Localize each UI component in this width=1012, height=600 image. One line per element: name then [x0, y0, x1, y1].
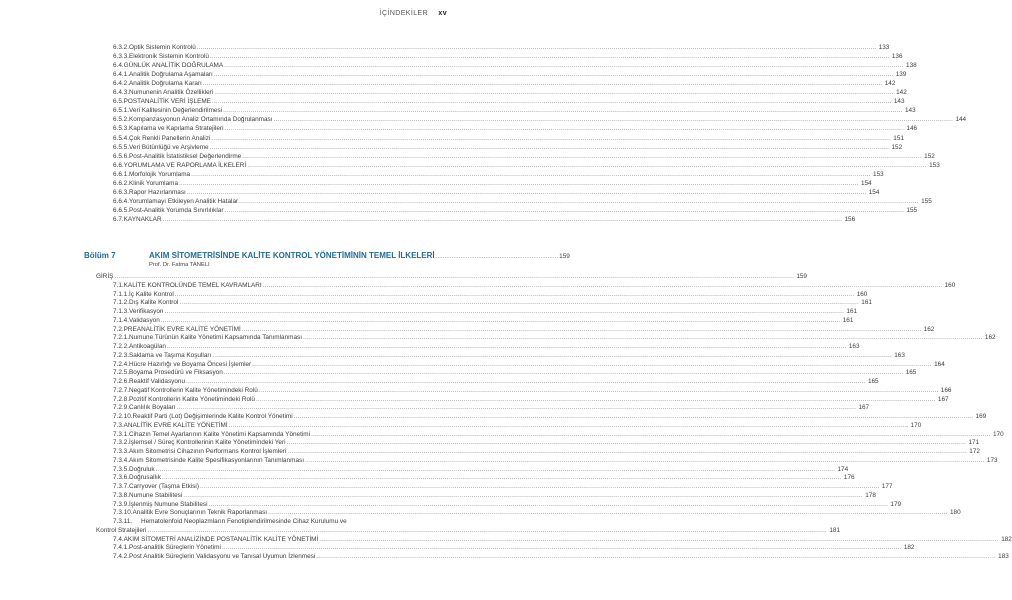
toc-entry-page: 155	[921, 197, 932, 205]
toc-entry-number: 7.2.9.	[113, 404, 129, 412]
toc-entry-label: ANALİTİK EVRE KALİTE YÖNETİMİ	[123, 421, 228, 429]
toc-entry-page: 156	[844, 215, 856, 223]
leader-dots	[211, 135, 891, 143]
toc-entry-label: Canlılık Boyaları	[129, 404, 176, 412]
leader-dots	[256, 396, 936, 404]
leader-dots	[287, 439, 967, 447]
toc-entry[interactable]	[113, 179, 872, 188]
toc-entry[interactable]	[113, 544, 915, 552]
toc-entry-page: 146	[906, 125, 918, 133]
toc-entry-label: Numune Türünün Kalite Yönetimi Kapsamında Tanımlanması	[129, 334, 302, 342]
toc-entry-page: 144	[955, 116, 967, 124]
leader-dots	[224, 369, 904, 377]
toc-entry-number: 7.3.6.	[113, 474, 129, 482]
toc-entry[interactable]	[113, 80, 896, 88]
toc-entry-label: YORUMLAMA VE RAPORLAMA İLKELERİ	[123, 161, 247, 169]
toc-entry[interactable]	[113, 421, 922, 430]
toc-entry[interactable]	[113, 448, 980, 456]
leader-dots	[222, 544, 902, 552]
toc-entry[interactable]	[113, 89, 907, 97]
toc-entry-number: 6.5.1.	[113, 107, 129, 115]
toc-entry[interactable]	[113, 404, 870, 412]
toc-entry[interactable]	[113, 378, 879, 386]
leader-dots	[156, 466, 836, 474]
toc-entry[interactable]	[113, 500, 902, 509]
toc-entry-label: Klinik Yorumlama	[129, 179, 179, 187]
toc-entry-label: GÜNLÜK ANALİTİK DOĞRULAMA	[123, 62, 224, 70]
toc-entry-label: Veri Bütünlüğü ve Arşivleme	[129, 143, 209, 151]
toc-entry-page: 152	[924, 152, 935, 160]
toc-entry[interactable]	[113, 334, 996, 342]
toc-entry-label: Post-Analitik Yorumda Sınırlılıklar	[129, 206, 224, 214]
toc-entry-number: 7.3.8.	[113, 491, 129, 499]
toc-entry-number: 7.4.2.	[113, 553, 129, 560]
toc-entry[interactable]	[113, 343, 860, 351]
toc-entry-page: 154	[868, 188, 880, 196]
toc-entry-label: Yorumlamayı Etkileyen Analitik Hatalar	[129, 197, 239, 205]
toc-entry[interactable]	[113, 44, 890, 52]
toc-entry-number: 6.5.4.	[113, 134, 129, 142]
toc-entry-label: POSTANALİTİK VERİ İŞLEME	[123, 98, 211, 106]
toc-entry-page: 160	[856, 290, 868, 298]
toc-entry-number: 6.5.6.	[113, 152, 129, 160]
leader-dots	[224, 125, 904, 133]
toc-entry-page: 173	[986, 456, 998, 464]
toc-entry[interactable]	[113, 316, 854, 325]
leader-dots	[114, 273, 794, 281]
toc-entry-number: 6.6.4.	[113, 197, 129, 205]
toc-entry[interactable]	[113, 395, 949, 404]
leader-dots	[210, 144, 890, 152]
toc-entry-label: Analitik Doğrulama Kararı	[129, 80, 202, 88]
toc-entry-page: 163	[894, 351, 905, 359]
toc-entry-label: Pozitif Kontrollerin Kalite Yönetimindeki Rolü	[129, 395, 255, 403]
toc-entry-number: 6.7.	[113, 215, 124, 223]
toc-entry-label: Carryover (Taşma Etkisi)	[129, 483, 199, 490]
toc-entry[interactable]	[113, 430, 1004, 439]
toc-entry-page: 153	[873, 170, 884, 178]
toc-entry[interactable]	[113, 465, 849, 474]
toc-entry-page: 180	[949, 509, 961, 517]
toc-entry[interactable]	[113, 98, 905, 106]
toc-entry-number: 7.1.3.	[113, 308, 129, 315]
toc-entry-label: Kontrol Stratejileri	[96, 526, 147, 534]
toc-entry-number: 6.5.2.	[113, 116, 129, 124]
toc-entry-label: Numune Stabilitesi	[129, 491, 183, 499]
toc-entry-label: Post Analitik Süreçlerin Validasyonu ve Tanısal Uyumun İzlenmesi	[129, 553, 316, 560]
toc-entry-number: 6.4.	[113, 62, 124, 70]
toc-entry-page: 165	[867, 378, 879, 385]
toc-entry-label: Validasyon	[129, 316, 160, 324]
chapter-title: AKIM SİTOMETRİSİNDE KALİTE KONTROL YÖNETİMİNİN TEMEL İLKELERİ	[149, 251, 435, 260]
toc-entry[interactable]	[113, 161, 940, 170]
toc-entry-number: 6.6.1.	[113, 170, 129, 178]
toc-entry-page: 151	[893, 134, 904, 142]
toc-entry[interactable]	[113, 535, 1012, 544]
leader-dots	[209, 501, 889, 509]
toc-entry[interactable]	[113, 71, 907, 79]
toc-entry-label: Post-Analitik İstatistiksel Değerlendirme	[129, 152, 242, 160]
leader-dots	[164, 308, 844, 316]
leader-dots	[167, 343, 847, 351]
leader-dots	[247, 162, 927, 170]
toc-entry-label: Çok Renkli Panellerin Analizi	[129, 134, 211, 142]
leader-dots	[203, 80, 883, 88]
leader-dots	[162, 474, 842, 482]
toc-entry[interactable]	[113, 188, 880, 197]
toc-entry-page: 174	[837, 465, 849, 473]
toc-entry[interactable]	[113, 197, 932, 206]
toc-entry[interactable]	[113, 439, 980, 447]
toc-entry-number: 6.3.3.	[113, 53, 129, 61]
toc-entry-number: 6.3.2.	[113, 44, 129, 51]
toc-entry-page: 169	[975, 413, 987, 420]
toc-entry[interactable]	[113, 509, 961, 517]
toc-entry-page: 162	[984, 334, 996, 342]
leader-dots	[303, 334, 983, 342]
leader-dots	[242, 326, 922, 334]
toc-entry-number: 6.6.5.	[113, 206, 129, 214]
toc-entry-number: 6.5.	[113, 98, 124, 106]
toc-entry-page: 176	[843, 474, 855, 482]
toc-entry[interactable]	[113, 308, 858, 316]
toc-entry-page: 143	[904, 107, 916, 115]
toc-entry-label: Morfolojik Yorumlama	[129, 170, 191, 178]
chapter-author: Prof. Dr. Fatma TANELI	[149, 262, 210, 268]
leader-dots	[316, 553, 996, 561]
leader-dots	[259, 387, 939, 395]
toc-entry[interactable]	[113, 206, 918, 215]
leader-dots	[319, 536, 999, 544]
toc-entry-page: 142	[884, 80, 896, 88]
toc-entry-number: 6.5.5.	[113, 143, 129, 151]
toc-entry-number: 7.1.1.	[113, 290, 129, 298]
leader-dots	[186, 378, 866, 386]
leader-dots	[287, 448, 967, 456]
leader-dots	[187, 189, 867, 197]
toc-entry-page: 172	[969, 448, 980, 455]
toc-entry-page: 162	[923, 325, 935, 333]
toc-entry-number: 7.3.1.	[113, 430, 129, 438]
toc-entry[interactable]	[113, 281, 956, 290]
chapter-page: 159	[559, 253, 570, 260]
toc-entry-label: Akım Sitometrisinde Kalite Spesifikasyonlarının Tanımlanması	[129, 456, 304, 464]
toc-entry-label: Reaktif Parti (Lot) Değişimlerinde Kalite Kontrol Yönetimi	[132, 413, 293, 420]
leader-dots	[214, 71, 894, 79]
leader-dots	[263, 282, 943, 290]
toc-entry-page: 138	[906, 62, 917, 70]
toc-entry-number: 7.2.6.	[113, 378, 129, 385]
toc-entry[interactable]	[113, 290, 868, 299]
toc-entry-page: 153	[929, 161, 940, 169]
toc-entry[interactable]	[96, 273, 807, 281]
toc-entry-number: 7.3.9.	[113, 500, 129, 508]
toc-entry[interactable]	[113, 518, 454, 526]
leader-dots	[274, 116, 954, 124]
toc-entry-number: 7.2.1.	[113, 334, 129, 342]
toc-entry-page: 171	[968, 439, 980, 447]
toc-entry-label: Akım Sitometrisi Cihazının Performans Kontrol İşlemleri	[129, 448, 287, 455]
toc-entry-page: 170	[992, 430, 1004, 438]
toc-entry-label: Post-analitik Süreçlerin Yönetimi	[129, 544, 221, 552]
toc-entry[interactable]	[113, 553, 1009, 561]
toc-entry-page: 143	[893, 98, 905, 106]
toc-entry-page: 152	[891, 143, 903, 151]
leader-dots	[252, 361, 932, 369]
toc-entry[interactable]	[113, 474, 855, 482]
toc-entry[interactable]	[113, 170, 884, 179]
toc-entry-page: 165	[905, 369, 917, 377]
toc-entry-label: Veri Kalitesinin Değerlendirilmesi	[129, 107, 223, 115]
toc-entry-label: PREANALİTİK EVRE KALİTE YÖNETİMİ	[123, 325, 241, 333]
toc-entry-label: Rapor Hazırlanması	[129, 188, 186, 196]
running-header	[380, 10, 447, 17]
toc-entry-number: 7.2.2.	[113, 343, 129, 350]
toc-entry-number: 7.2.10.	[113, 413, 133, 420]
toc-entry-label: AKIM SİTOMETRİ ANALİZİNDE POSTANALİTİK KALİTE YÖNETİMİ	[123, 535, 319, 543]
toc-entry-page: 139	[895, 71, 907, 79]
toc-entry-number: 7.4.1.	[113, 544, 129, 552]
toc-entry-label: Cihazın Temel Ayarlarının Kalite Yönetimi Kapsamında Yönetimi	[129, 430, 311, 438]
toc-entry[interactable]	[113, 152, 935, 161]
toc-entry-label: Verifikasyon	[129, 308, 164, 315]
toc-entry-page: 161	[842, 316, 854, 324]
toc-entry-number: 7.2.5.	[113, 369, 129, 377]
leader-dots	[294, 413, 974, 421]
toc-entry-number: 6.4.3.	[113, 89, 129, 97]
toc-entry-number: 6.6.2.	[113, 179, 129, 187]
toc-entry[interactable]	[113, 53, 903, 61]
chapter-title-line	[149, 251, 570, 260]
toc-entry-page: 159	[796, 273, 807, 280]
leader-dots	[175, 291, 855, 299]
toc-entry-page: 161	[846, 308, 858, 315]
toc-entry-page: 170	[910, 421, 922, 429]
leader-dots	[179, 180, 859, 188]
toc-entry-label: Doğruluk	[129, 465, 155, 473]
leader-dots	[183, 492, 863, 500]
leader-dots	[163, 216, 843, 224]
toc-entry-number: 6.4.2.	[113, 80, 129, 88]
toc-entry[interactable]	[113, 107, 916, 115]
leader-dots	[210, 53, 890, 61]
toc-entry[interactable]	[113, 215, 856, 224]
toc-entry-label: İşlemsel / Süreç Kontrollerinin Kalite Yönetimindeki Yeri	[129, 439, 286, 447]
toc-entry[interactable]	[113, 351, 905, 360]
leader-dots	[177, 404, 857, 412]
toc-entry-label: İşlenmiş Numune Stabilitesi	[129, 500, 208, 508]
toc-entry-page: 164	[934, 360, 945, 368]
toc-entry-page: 181	[829, 526, 841, 534]
leader-dots	[212, 352, 892, 360]
toc-entry[interactable]	[113, 456, 998, 465]
toc-entry-label: Boyama Prosedürü ve Fiksasyon	[129, 369, 223, 377]
toc-entry[interactable]	[96, 526, 841, 535]
toc-entry-label: Kapılama ve Kapılama Stratejileri	[129, 125, 224, 133]
leader-dots	[242, 153, 922, 161]
toc-entry[interactable]	[113, 125, 918, 133]
toc-entry-number: 7.2.4.	[113, 360, 129, 368]
toc-entry-page: 167	[937, 395, 949, 403]
toc-entry-label: KALİTE KONTROLÜNDE TEMEL KAVRAMLARI	[123, 281, 262, 289]
leader-dots	[229, 422, 909, 430]
toc-entry-number: 6.5.3.	[113, 125, 129, 133]
leader-dots	[223, 107, 903, 115]
leader-dots	[191, 171, 871, 179]
toc-entry-page: 179	[890, 500, 902, 508]
toc-entry-number: 7.2.	[113, 325, 124, 333]
toc-entry-label: Analitik Doğrulama Aşamaları	[129, 71, 213, 79]
toc-entry[interactable]	[113, 491, 876, 500]
toc-entry-label: Doğrusallık	[129, 474, 161, 482]
toc-entry[interactable]	[113, 116, 967, 124]
toc-entry-number: 7.2.3.	[113, 351, 129, 359]
leader-dots	[212, 98, 892, 106]
toc-entry-number: 7.1.4.	[113, 316, 129, 324]
leader-dots	[161, 317, 841, 325]
page-number: xv	[438, 10, 447, 17]
toc-entry-number: 7.1.	[113, 281, 124, 289]
toc-entry-label: Hücre Hazırlığı ve Boyama Öncesi İşlemler	[129, 360, 252, 368]
toc-entry-page: 136	[891, 53, 903, 61]
toc-entry-page: 183	[998, 553, 1009, 560]
toc-entry-page: 177	[881, 483, 893, 490]
toc-entry[interactable]	[113, 360, 945, 369]
toc-entry-label: Optik Sistemin Kontrolü	[129, 44, 196, 51]
toc-entry-number: 7.1.2.	[113, 299, 129, 307]
toc-entry-label: Dış Kalite Kontrol	[129, 299, 179, 307]
toc-entry-label: İç Kalite Kontrol	[129, 290, 174, 298]
toc-entry-page: 163	[848, 343, 860, 350]
toc-entry-label: Reaktif Validasyonu	[129, 378, 186, 385]
toc-entry[interactable]	[113, 483, 893, 491]
toc-entry[interactable]	[113, 299, 872, 307]
toc-entry-number: 7.3.11.	[113, 518, 133, 525]
toc-entry[interactable]	[113, 369, 917, 377]
leader-dots	[214, 89, 894, 97]
toc-entry[interactable]	[113, 325, 935, 334]
toc-entry[interactable]	[113, 413, 987, 421]
toc-entry-number: 7.3.2.	[113, 439, 129, 447]
toc-entry-label: Numunenin Analitik Özellikleri	[129, 89, 214, 97]
toc-entry[interactable]	[113, 134, 904, 143]
toc-entry-label: Negatif Kontrollerin Kalite Yönetimindeki Rolü	[129, 386, 258, 394]
toc-entry-page: 160	[944, 281, 956, 289]
running-header-section: İÇİNDEKİLER	[379, 10, 429, 17]
toc-entry-label: Kompanzasyonun Analiz Ortamında Doğrulanması	[129, 116, 273, 124]
toc-entry-number: 7.2.8.	[113, 395, 129, 403]
leader-dots	[197, 44, 877, 52]
toc-entry-number: 7.3.10.	[113, 509, 133, 517]
toc-entry-label: Antikoagülan	[129, 343, 166, 350]
toc-entry[interactable]	[113, 62, 917, 70]
toc-entry-number: 6.4.1.	[113, 71, 129, 79]
toc-entry-page: 182	[903, 544, 915, 552]
toc-entry-number: 7.4.	[113, 535, 124, 543]
toc-entry-label: Analitik Evre Sonuçlarının Teknik Raporlanması	[132, 509, 268, 517]
toc-entry-page: 182	[1001, 535, 1012, 543]
toc-entry-page: 166	[940, 386, 952, 394]
toc-entry-number: 7.3.7.	[113, 483, 129, 490]
toc-entry-number: 7.3.	[113, 421, 124, 429]
leader-dots	[268, 509, 948, 517]
leader-dots	[311, 431, 991, 439]
leader-dots	[239, 198, 919, 206]
toc-entry-page: 178	[865, 491, 876, 499]
toc-entry-page: 167	[858, 404, 870, 412]
toc-entry-label: Saklama ve Taşıma Koşulları	[129, 351, 212, 359]
toc-entry-label: KAYNAKLAR	[123, 215, 162, 223]
toc-entry-page: 155	[906, 206, 918, 214]
toc-entry-page: 154	[860, 179, 872, 187]
toc-entry-number: 6.6.3.	[113, 188, 129, 196]
leader-dots	[224, 62, 904, 70]
toc-entry-number: 7.2.7.	[113, 386, 129, 394]
toc-entry-label: Elektronik Sistemin Kontrolü	[129, 53, 209, 61]
toc-entry-number: 7.3.3.	[113, 448, 129, 455]
toc-entry[interactable]	[113, 386, 952, 395]
toc-entry-number: 6.6.	[113, 161, 124, 169]
toc-entry[interactable]	[113, 143, 903, 152]
leader-dots	[179, 299, 859, 307]
toc-entry-number: 7.3.4.	[113, 456, 129, 464]
chapter-label: Bölüm 7	[84, 251, 116, 260]
toc-entry-label: GİRİŞ	[96, 273, 114, 280]
leader-dots	[436, 253, 559, 260]
leader-dots	[305, 457, 985, 465]
leader-dots	[200, 483, 880, 491]
toc-entry-page: 161	[861, 299, 872, 307]
toc-entry-page: 142	[896, 89, 907, 97]
leader-dots	[224, 207, 904, 215]
toc-entry-label: Hematolenfoid Neoplazmların Fenotiplendirilmesinde Cihaz Kurulumu ve	[141, 518, 347, 525]
toc-entry-page: 133	[878, 44, 890, 51]
leader-dots	[147, 527, 827, 535]
toc-entry-number: 7.3.5.	[113, 465, 129, 473]
